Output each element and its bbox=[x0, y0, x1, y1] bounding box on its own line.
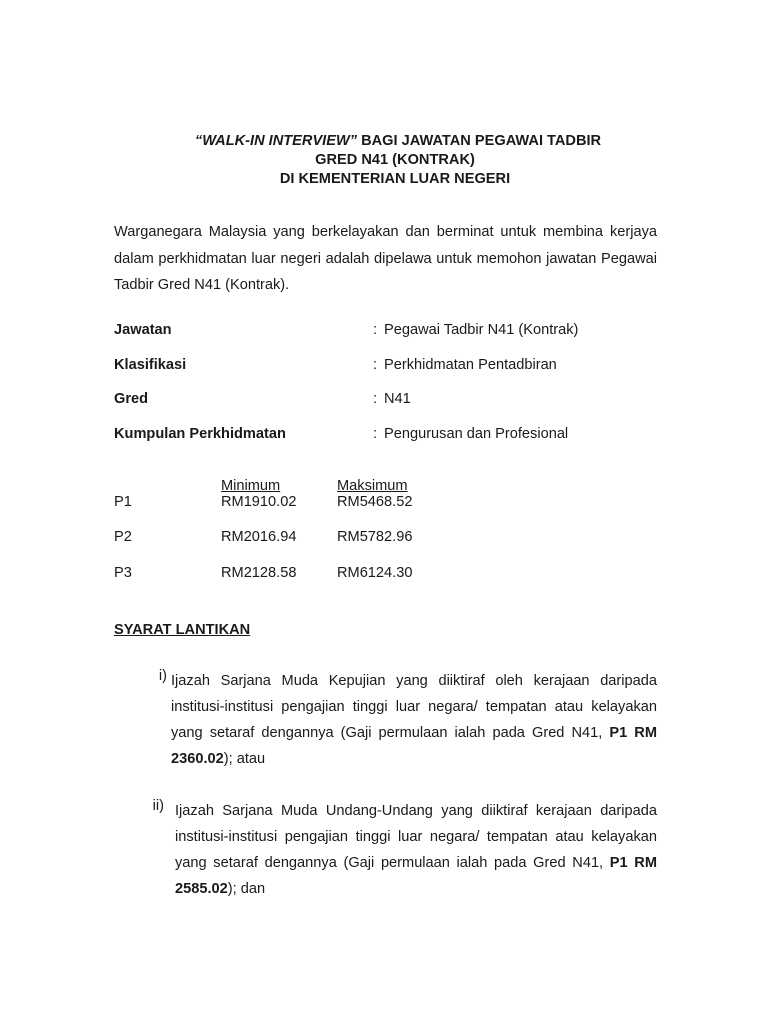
salary-grade: P2 bbox=[114, 529, 132, 545]
field-colon: : bbox=[373, 391, 378, 407]
document-title bbox=[0, 132, 768, 189]
salary-min: RM2016.94 bbox=[221, 529, 297, 545]
salary-grade: P3 bbox=[114, 565, 132, 581]
requirement-number: i) bbox=[158, 668, 167, 684]
salary-grade: P1 bbox=[114, 494, 132, 510]
field-value: Pegawai Tadbir N41 (Kontrak) bbox=[384, 322, 579, 338]
salary-max: RM5468.52 bbox=[337, 494, 413, 510]
title-line-2: GRED N41 (KONTRAK) bbox=[315, 152, 475, 168]
field-row-kumpulan bbox=[114, 426, 674, 448]
field-label: Klasifikasi bbox=[114, 357, 187, 373]
field-value: N41 bbox=[384, 391, 411, 407]
requirement-text-start: Ijazah Sarjana Muda Undang-Undang yang diiktiraf kerajaan daripada institusi-institusi pengajian tinggi luar negara/ tempatan atau kelayakan yang setaraf dengannya (Gaji permulaan ialah pada Gred N41, bbox=[175, 803, 657, 871]
salary-header-minimum: Minimum bbox=[221, 478, 281, 494]
field-label: Gred bbox=[114, 391, 149, 407]
intro-paragraph: Warganegara Malaysia yang berkelayakan dan berminat untuk membina kerjaya dalam perkhidmatan luar negeri adalah dipelawa untuk memohon jawatan Pegawai Tadbir Gred N41 (Kontrak). bbox=[114, 224, 657, 293]
field-value: Pengurusan dan Profesional bbox=[384, 426, 569, 442]
requirement-salary: P1 RM 2360.02 bbox=[171, 725, 657, 767]
field-row-gred bbox=[114, 391, 674, 413]
requirement-number: ii) bbox=[152, 798, 164, 814]
requirement-text-end: ); atau bbox=[223, 751, 266, 767]
salary-row bbox=[114, 494, 514, 514]
salary-header-maksimum: Maksimum bbox=[337, 478, 408, 494]
field-colon: : bbox=[373, 322, 378, 338]
salary-row bbox=[114, 565, 514, 585]
requirement-text bbox=[175, 798, 657, 902]
requirement-text-end: ); dan bbox=[227, 881, 266, 897]
field-colon: : bbox=[373, 426, 378, 442]
field-row-klasifikasi bbox=[114, 357, 674, 379]
field-label: Kumpulan Perkhidmatan bbox=[114, 426, 286, 442]
salary-row bbox=[114, 529, 514, 549]
salary-min: RM1910.02 bbox=[221, 494, 297, 510]
requirement-text bbox=[171, 668, 657, 772]
field-label: Jawatan bbox=[114, 322, 172, 338]
salary-max: RM5782.96 bbox=[337, 529, 413, 545]
title-walk-in: “WALK-IN INTERVIEW” bbox=[194, 133, 358, 149]
title-line-1 bbox=[0, 132, 768, 151]
field-colon: : bbox=[373, 357, 378, 373]
title-line-3: DI KEMENTERIAN LUAR NEGERI bbox=[279, 171, 511, 187]
requirement-salary: P1 RM 2585.02 bbox=[175, 855, 657, 897]
salary-min: RM2128.58 bbox=[221, 565, 297, 581]
requirement-text-start: Ijazah Sarjana Muda Kepujian yang diiktiraf oleh kerajaan daripada institusi-institusi pengajian tinggi luar negara/ tempatan atau kelayakan yang setaraf dengannya (Gaji permulaan ialah pada Gred N41, bbox=[171, 673, 657, 741]
field-row-jawatan bbox=[114, 322, 674, 344]
field-value: Perkhidmatan Pentadbiran bbox=[384, 357, 557, 373]
title-line-1-rest: BAGI JAWATAN PEGAWAI TADBIR bbox=[357, 133, 602, 149]
salary-max: RM6124.30 bbox=[337, 565, 413, 581]
section-heading-syarat-lantikan: SYARAT LANTIKAN bbox=[114, 622, 251, 638]
